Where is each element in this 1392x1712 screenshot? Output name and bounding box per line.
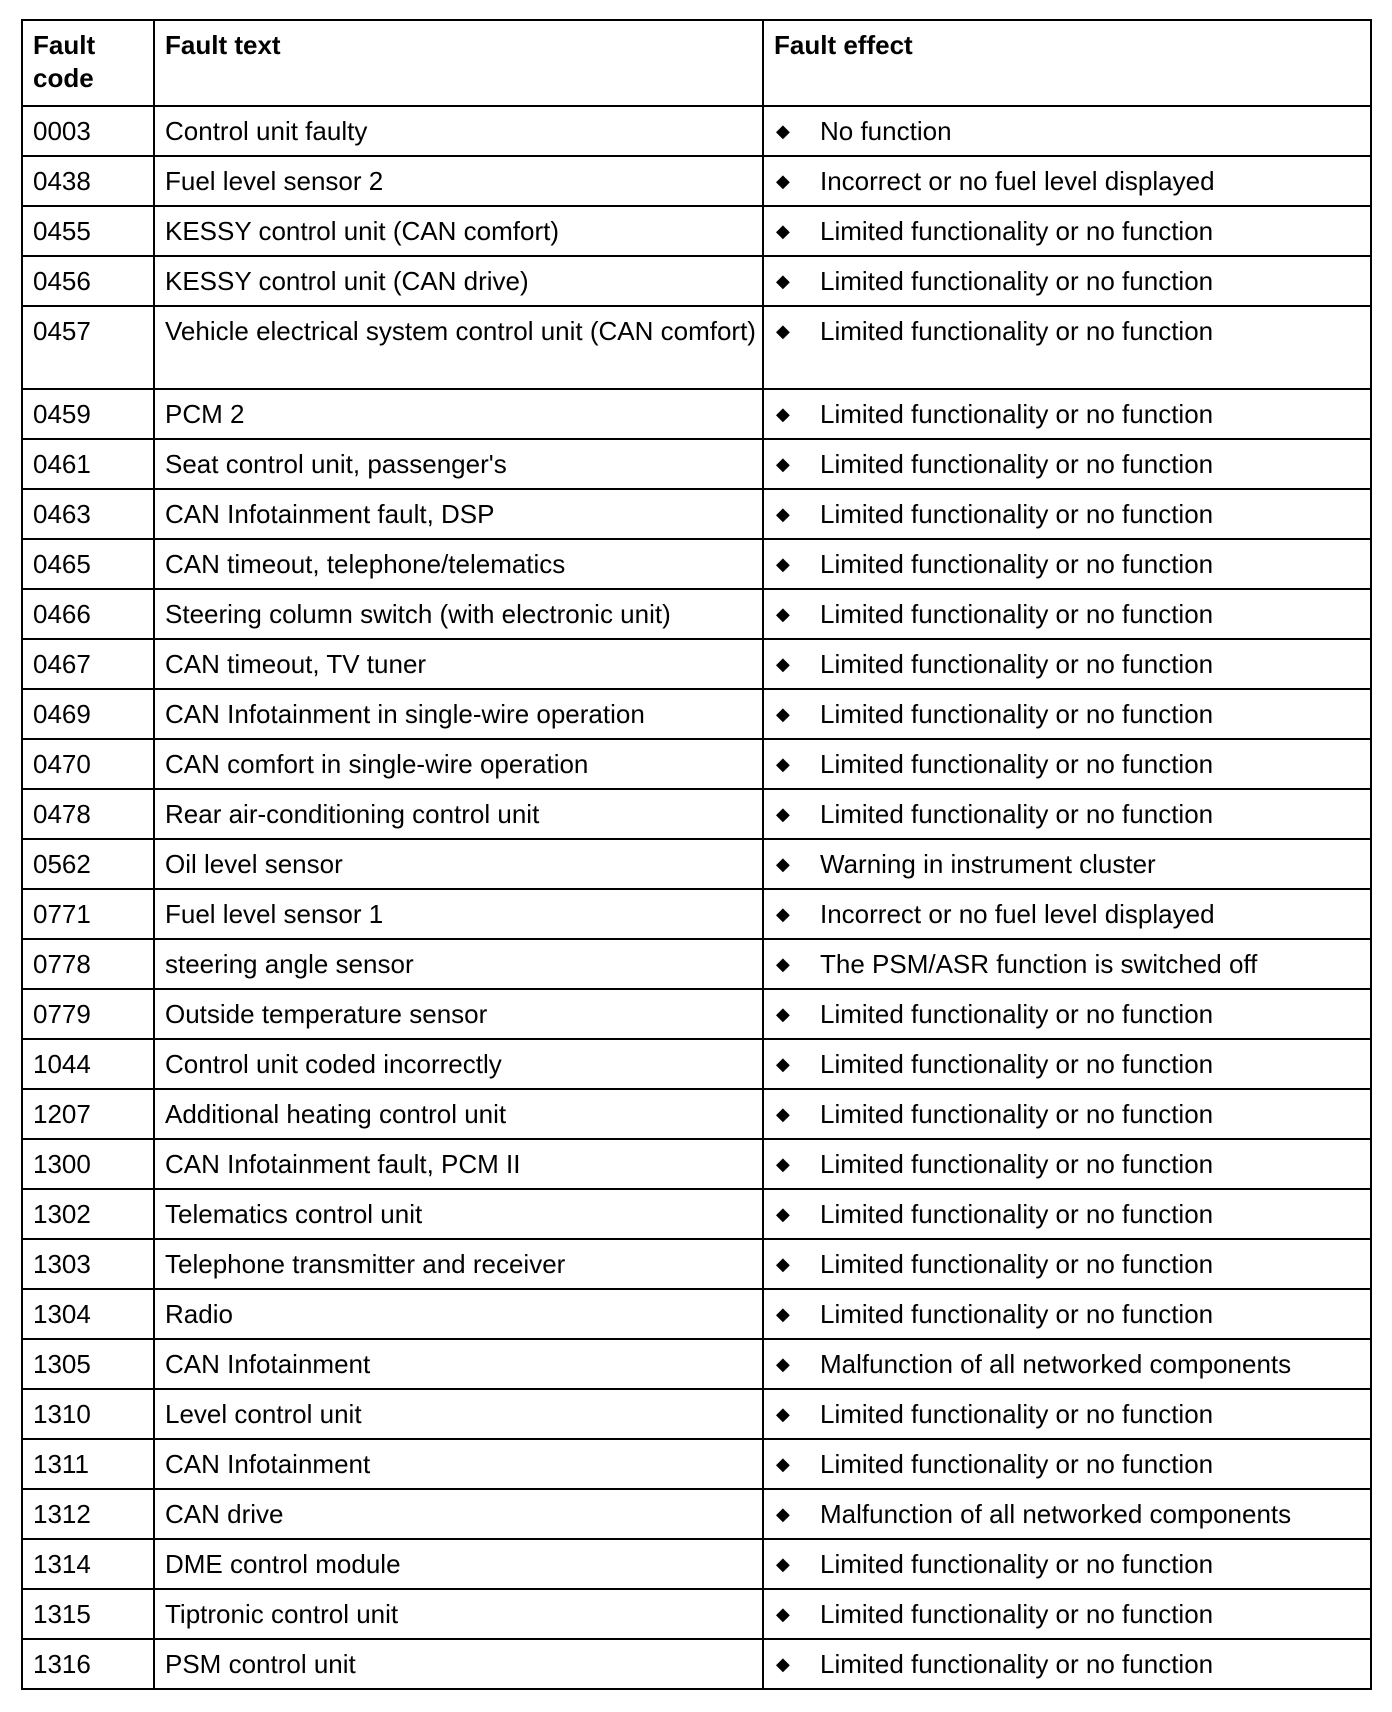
fault-code-cell: 1044 — [22, 1039, 154, 1089]
table-row — [22, 739, 1371, 789]
fault-effect-text: No function — [820, 116, 952, 146]
fault-effect-cell — [763, 1089, 1371, 1139]
table-row — [22, 306, 1371, 389]
fault-effect-text: Limited functionality or no function — [820, 316, 1214, 346]
fault-text-cell: Telematics control unit — [154, 1189, 763, 1239]
fault-code-cell: 1315 — [22, 1589, 154, 1639]
table-row — [22, 206, 1371, 256]
fault-code-cell: 0562 — [22, 839, 154, 889]
bullet-diamond-icon: ◆ — [776, 654, 790, 674]
fault-effect — [774, 598, 1370, 631]
bullet-diamond-icon: ◆ — [776, 1054, 790, 1074]
fault-text-cell: CAN Infotainment — [154, 1339, 763, 1389]
table-row — [22, 1189, 1371, 1239]
fault-text-cell: KESSY control unit (CAN comfort) — [154, 206, 763, 256]
fault-code-cell: 1312 — [22, 1489, 154, 1539]
fault-text-cell: CAN Infotainment fault, PCM II — [154, 1139, 763, 1189]
fault-text-cell: Fuel level sensor 2 — [154, 156, 763, 206]
fault-effect-cell — [763, 1389, 1371, 1439]
bullet-diamond-icon: ◆ — [776, 554, 790, 574]
fault-effect — [774, 548, 1370, 581]
fault-effect — [774, 848, 1370, 881]
fault-table-container — [21, 19, 1372, 1690]
fault-effect-cell — [763, 939, 1371, 989]
fault-code-cell: 0461 — [22, 439, 154, 489]
fault-text-cell: Outside temperature sensor — [154, 989, 763, 1039]
fault-effect — [774, 1248, 1370, 1281]
bullet-diamond-icon: ◆ — [776, 1254, 790, 1274]
bullet-diamond-icon: ◆ — [776, 754, 790, 774]
fault-effect — [774, 948, 1370, 981]
fault-effect-cell — [763, 1239, 1371, 1289]
header-fault-text: Fault text — [154, 20, 763, 106]
bullet-diamond-icon: ◆ — [776, 1404, 790, 1424]
fault-code-cell: 1316 — [22, 1639, 154, 1689]
fault-code-cell: 1304 — [22, 1289, 154, 1339]
table-row — [22, 256, 1371, 306]
fault-text-cell: Tiptronic control unit — [154, 1589, 763, 1639]
fault-text-cell: Radio — [154, 1289, 763, 1339]
bullet-diamond-icon: ◆ — [776, 904, 790, 924]
fault-code-cell: 0466 — [22, 589, 154, 639]
table-row — [22, 1489, 1371, 1539]
fault-effect-cell — [763, 106, 1371, 156]
fault-effect-text: Limited functionality or no function — [820, 1399, 1214, 1429]
fault-effect-cell — [763, 489, 1371, 539]
fault-text-cell: PSM control unit — [154, 1639, 763, 1689]
table-row — [22, 489, 1371, 539]
table-row — [22, 1589, 1371, 1639]
fault-effect-text: Limited functionality or no function — [820, 499, 1214, 529]
fault-text-cell: Seat control unit, passenger's — [154, 439, 763, 489]
fault-effect — [774, 498, 1370, 531]
table-row — [22, 889, 1371, 939]
table-row — [22, 1039, 1371, 1089]
bullet-diamond-icon: ◆ — [776, 1304, 790, 1324]
fault-effect-cell — [763, 989, 1371, 1039]
fault-effect-text: Limited functionality or no function — [820, 799, 1214, 829]
fault-code-cell: 0457 — [22, 306, 154, 389]
fault-code-cell: 1302 — [22, 1189, 154, 1239]
table-row — [22, 839, 1371, 889]
header-fault-effect: Fault effect — [763, 20, 1371, 106]
table-row — [22, 639, 1371, 689]
fault-effect-text: The PSM/ASR function is switched off — [820, 949, 1258, 979]
fault-effect-text: Limited functionality or no function — [820, 1199, 1214, 1229]
bullet-diamond-icon: ◆ — [776, 954, 790, 974]
bullet-diamond-icon: ◆ — [776, 1154, 790, 1174]
fault-effect-text: Malfunction of all networked components — [820, 1499, 1292, 1529]
fault-effect-cell — [763, 839, 1371, 889]
fault-effect — [774, 748, 1370, 781]
fault-text-cell: CAN drive — [154, 1489, 763, 1539]
bullet-diamond-icon: ◆ — [776, 1654, 790, 1674]
fault-code-cell: 1310 — [22, 1389, 154, 1439]
fault-effect-cell — [763, 206, 1371, 256]
fault-effect-cell — [763, 1539, 1371, 1589]
fault-text-cell: Rear air-conditioning control unit — [154, 789, 763, 839]
bullet-diamond-icon: ◆ — [776, 1554, 790, 1574]
fault-effect-text: Limited functionality or no function — [820, 1599, 1214, 1629]
fault-code-cell: 1300 — [22, 1139, 154, 1189]
fault-effect-cell — [763, 1139, 1371, 1189]
fault-effect-text: Limited functionality or no function — [820, 1549, 1214, 1579]
bullet-diamond-icon: ◆ — [776, 1354, 790, 1374]
fault-code-cell: 0478 — [22, 789, 154, 839]
fault-text-cell: KESSY control unit (CAN drive) — [154, 256, 763, 306]
fault-code-cell: 0438 — [22, 156, 154, 206]
table-row — [22, 1089, 1371, 1139]
fault-code-cell: 0771 — [22, 889, 154, 939]
fault-effect-text: Limited functionality or no function — [820, 1299, 1214, 1329]
fault-effect-cell — [763, 789, 1371, 839]
fault-text-cell: Control unit coded incorrectly — [154, 1039, 763, 1089]
fault-text-cell: Vehicle electrical system control unit (CAN comfort) — [154, 306, 763, 389]
fault-effect — [774, 898, 1370, 931]
bullet-diamond-icon: ◆ — [776, 1454, 790, 1474]
table-row — [22, 689, 1371, 739]
fault-effect-cell — [763, 439, 1371, 489]
fault-text-cell: Level control unit — [154, 1389, 763, 1439]
fault-code-cell: 1314 — [22, 1539, 154, 1589]
fault-effect — [774, 315, 1370, 348]
fault-code-cell: 0779 — [22, 989, 154, 1039]
bullet-diamond-icon: ◆ — [776, 1004, 790, 1024]
fault-effect — [774, 265, 1370, 298]
fault-effect — [774, 1548, 1370, 1581]
fault-effect-text: Limited functionality or no function — [820, 399, 1214, 429]
fault-effect-cell — [763, 389, 1371, 439]
fault-effect — [774, 998, 1370, 1031]
fault-effect — [774, 1048, 1370, 1081]
fault-code-cell: 0470 — [22, 739, 154, 789]
fault-effect — [774, 1398, 1370, 1431]
fault-effect-cell — [763, 256, 1371, 306]
header-fault-code: Fault code — [22, 20, 154, 106]
bullet-diamond-icon: ◆ — [776, 804, 790, 824]
fault-effect-text: Limited functionality or no function — [820, 999, 1214, 1029]
fault-effect-cell — [763, 1039, 1371, 1089]
fault-effect-cell — [763, 1639, 1371, 1689]
table-row — [22, 1439, 1371, 1489]
bullet-diamond-icon: ◆ — [776, 854, 790, 874]
table-row — [22, 1139, 1371, 1189]
bullet-diamond-icon: ◆ — [776, 221, 790, 241]
fault-text-cell: Telephone transmitter and receiver — [154, 1239, 763, 1289]
fault-effect-text: Limited functionality or no function — [820, 1099, 1214, 1129]
bullet-diamond-icon: ◆ — [776, 1104, 790, 1124]
fault-text-cell: Steering column switch (with electronic unit) — [154, 589, 763, 639]
fault-code-table — [21, 19, 1372, 1690]
bullet-diamond-icon: ◆ — [776, 704, 790, 724]
fault-effect — [774, 1098, 1370, 1131]
fault-effect-cell — [763, 689, 1371, 739]
fault-effect — [774, 798, 1370, 831]
fault-effect-text: Limited functionality or no function — [820, 216, 1214, 246]
fault-code-cell: 1305 — [22, 1339, 154, 1389]
table-row — [22, 989, 1371, 1039]
table-row — [22, 539, 1371, 589]
bullet-diamond-icon: ◆ — [776, 404, 790, 424]
table-row — [22, 1239, 1371, 1289]
table-row — [22, 106, 1371, 156]
table-row — [22, 1639, 1371, 1689]
table-row — [22, 789, 1371, 839]
fault-effect — [774, 1198, 1370, 1231]
fault-code-cell: 0469 — [22, 689, 154, 739]
table-row — [22, 1339, 1371, 1389]
fault-effect — [774, 215, 1370, 248]
fault-effect — [774, 398, 1370, 431]
fault-text-cell: Additional heating control unit — [154, 1089, 763, 1139]
fault-code-cell: 0455 — [22, 206, 154, 256]
fault-text-cell: CAN comfort in single-wire operation — [154, 739, 763, 789]
fault-effect-cell — [763, 739, 1371, 789]
fault-effect — [774, 115, 1370, 148]
table-body — [22, 106, 1371, 1689]
fault-text-cell: Fuel level sensor 1 — [154, 889, 763, 939]
fault-effect-cell — [763, 1289, 1371, 1339]
table-row — [22, 389, 1371, 439]
fault-effect-text: Limited functionality or no function — [820, 749, 1214, 779]
bullet-diamond-icon: ◆ — [776, 454, 790, 474]
fault-text-cell: CAN Infotainment in single-wire operation — [154, 689, 763, 739]
fault-effect-text: Limited functionality or no function — [820, 1449, 1214, 1479]
table-row — [22, 1539, 1371, 1589]
fault-effect — [774, 1448, 1370, 1481]
bullet-diamond-icon: ◆ — [776, 1604, 790, 1624]
fault-effect-text: Limited functionality or no function — [820, 599, 1214, 629]
fault-effect — [774, 1298, 1370, 1331]
fault-effect-text: Limited functionality or no function — [820, 549, 1214, 579]
fault-effect-cell — [763, 306, 1371, 389]
fault-effect-cell — [763, 639, 1371, 689]
fault-effect — [774, 448, 1370, 481]
fault-effect-cell — [763, 589, 1371, 639]
bullet-diamond-icon: ◆ — [776, 604, 790, 624]
fault-text-cell: Oil level sensor — [154, 839, 763, 889]
bullet-diamond-icon: ◆ — [776, 504, 790, 524]
fault-effect — [774, 1598, 1370, 1631]
fault-effect-text: Limited functionality or no function — [820, 699, 1214, 729]
fault-effect-text: Limited functionality or no function — [820, 1249, 1214, 1279]
table-row — [22, 156, 1371, 206]
fault-effect-text: Limited functionality or no function — [820, 266, 1214, 296]
bullet-diamond-icon: ◆ — [776, 121, 790, 141]
fault-effect — [774, 1648, 1370, 1681]
header-row — [22, 20, 1371, 106]
fault-effect-cell — [763, 1189, 1371, 1239]
fault-text-cell: CAN Infotainment fault, DSP — [154, 489, 763, 539]
bullet-diamond-icon: ◆ — [776, 1504, 790, 1524]
fault-effect-cell — [763, 1339, 1371, 1389]
fault-text-cell: steering angle sensor — [154, 939, 763, 989]
fault-effect — [774, 1498, 1370, 1531]
fault-effect — [774, 165, 1370, 198]
fault-code-cell: 0467 — [22, 639, 154, 689]
table-header — [22, 20, 1371, 106]
bullet-diamond-icon: ◆ — [776, 171, 790, 191]
fault-effect-cell — [763, 1489, 1371, 1539]
fault-code-cell: 1303 — [22, 1239, 154, 1289]
fault-code-cell: 0456 — [22, 256, 154, 306]
table-row — [22, 439, 1371, 489]
fault-code-cell: 0003 — [22, 106, 154, 156]
fault-effect-cell — [763, 156, 1371, 206]
fault-text-cell: CAN timeout, telephone/telematics — [154, 539, 763, 589]
fault-text-cell: CAN timeout, TV tuner — [154, 639, 763, 689]
fault-effect-text: Limited functionality or no function — [820, 1049, 1214, 1079]
fault-effect-text: Limited functionality or no function — [820, 449, 1214, 479]
bullet-diamond-icon: ◆ — [776, 321, 790, 341]
table-row — [22, 1389, 1371, 1439]
fault-code-cell: 1207 — [22, 1089, 154, 1139]
fault-effect-text: Limited functionality or no function — [820, 1649, 1214, 1679]
fault-effect — [774, 698, 1370, 731]
fault-effect-text: Incorrect or no fuel level displayed — [820, 899, 1215, 929]
table-row — [22, 589, 1371, 639]
table-row — [22, 939, 1371, 989]
fault-effect — [774, 648, 1370, 681]
fault-text-cell: CAN Infotainment — [154, 1439, 763, 1489]
fault-effect-text: Malfunction of all networked components — [820, 1349, 1292, 1379]
fault-effect-text: Limited functionality or no function — [820, 1149, 1214, 1179]
fault-effect-text: Warning in instrument cluster — [820, 849, 1156, 879]
fault-code-cell: 0778 — [22, 939, 154, 989]
fault-code-cell: 0463 — [22, 489, 154, 539]
fault-effect — [774, 1348, 1370, 1381]
fault-text-cell: PCM 2 — [154, 389, 763, 439]
fault-text-cell: DME control module — [154, 1539, 763, 1589]
fault-effect-text: Incorrect or no fuel level displayed — [820, 166, 1215, 196]
bullet-diamond-icon: ◆ — [776, 271, 790, 291]
table-row — [22, 1289, 1371, 1339]
fault-effect-cell — [763, 889, 1371, 939]
fault-effect-cell — [763, 1589, 1371, 1639]
bullet-diamond-icon: ◆ — [776, 1204, 790, 1224]
fault-code-cell: 1311 — [22, 1439, 154, 1489]
fault-code-cell: 0465 — [22, 539, 154, 589]
fault-text-cell: Control unit faulty — [154, 106, 763, 156]
fault-effect-text: Limited functionality or no function — [820, 649, 1214, 679]
fault-effect-cell — [763, 1439, 1371, 1489]
fault-effect-cell — [763, 539, 1371, 589]
fault-effect — [774, 1148, 1370, 1181]
fault-code-cell: 0459 — [22, 389, 154, 439]
